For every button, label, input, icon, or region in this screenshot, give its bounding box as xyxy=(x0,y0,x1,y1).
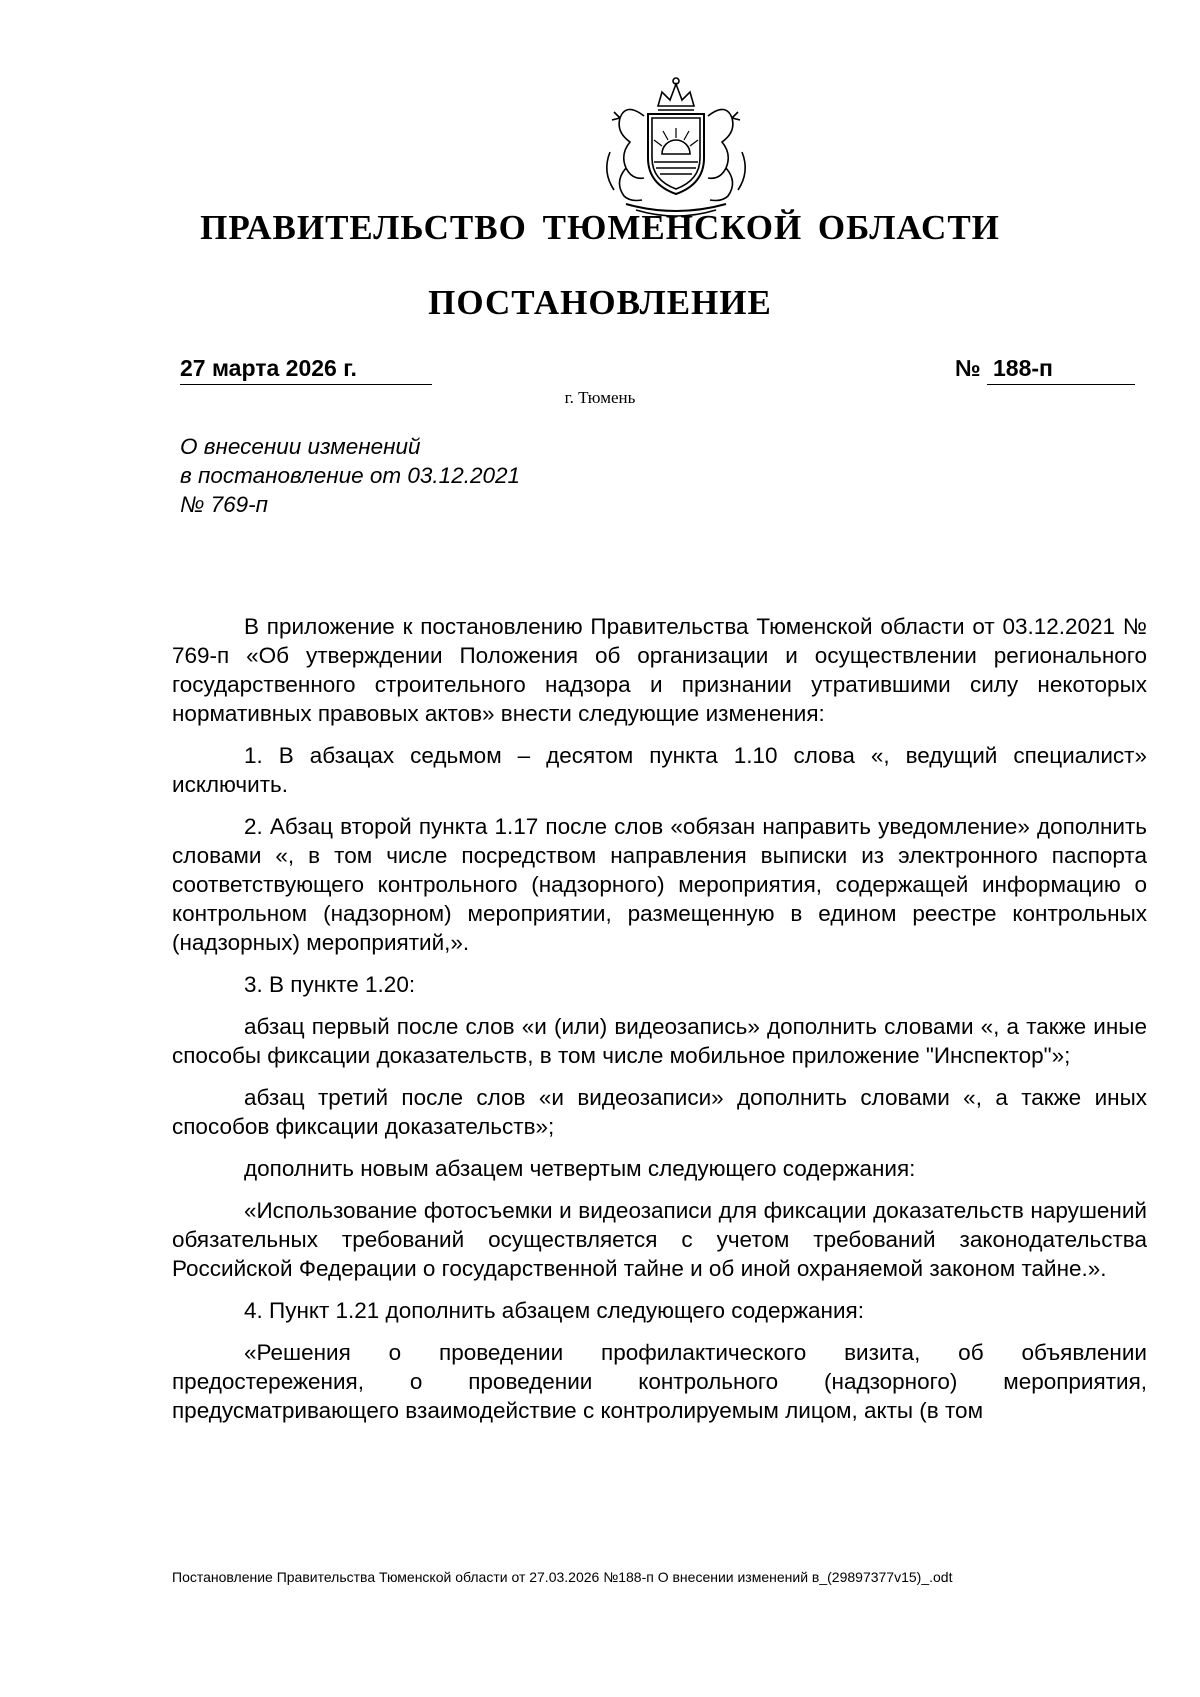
body-paragraph: 2. Абзац второй пункта 1.17 после слов «обязан направить уведомление» дополнить словами «, в том числе посредством направления выписки из электронного паспорта соответствующего контрольного (надзорного) мероприятия, содержащей информацию о контрольном (надзорном) мероприятии, размещенную в едином реестре контрольных (надзорных) мероприятий,». xyxy=(172,814,1147,955)
document-number-field xyxy=(987,354,1135,385)
body-paragraph: абзац первый после слов «и (или) видеозапись» дополнить словами «, а также иные способы фиксации доказательств, в том числе мобильное приложение "Инспектор"»; xyxy=(172,1014,1147,1068)
subject-line: в постановление от 03.12.2021 xyxy=(180,463,521,488)
organization-title: ПРАВИТЕЛЬСТВО ТЮМЕНСКОЙ ОБЛАСТИ xyxy=(200,208,1000,247)
page-footer: Постановление Правительства Тюменской области от 27.03.2026 №188-п О внесении изменений в_(29897377v15)_.odt xyxy=(172,1569,953,1585)
body-paragraph: «Решения о проведении профилактического визита, об объявлении предостережения, о проведении контрольного (надзорного) мероприятия, предусматривающего взаимодействие с контролируемым лицом, акты (в том xyxy=(172,1340,1147,1423)
body-paragraph: В приложение к постановлению Правительства Тюменской области от 03.12.2021 № 769-п «Об утверждении Положения об организации и осуществлении регионального государственного строительного надзора и признании утратившими силу некоторых нормативных правовых актов» внести следующие изменения: xyxy=(172,614,1147,726)
body-paragraph: 1. В абзацах седьмом – десятом пункта 1.10 слова «, ведущий специалист» исключить. xyxy=(172,743,1147,797)
body-paragraph: абзац третий после слов «и видеозаписи» дополнить словами «, а также иных способов фиксации доказательств»; xyxy=(172,1085,1147,1139)
document-subject xyxy=(180,432,680,519)
body-paragraph: «Использование фотосъемки и видеозаписи для фиксации доказательств нарушений обязательных требований осуществляется с учетом требований законодательства Российской Федерации о государственной тайне и об иной охраняемой законом тайне.». xyxy=(172,1198,1147,1281)
document-date: 27 марта 2026 г. xyxy=(180,354,432,385)
document-type-title: ПОСТАНОВЛЕНИЕ xyxy=(428,283,772,322)
coat-of-arms-icon xyxy=(596,72,756,218)
subject-line: О внесении изменений xyxy=(180,434,421,459)
document-city: г. Тюмень xyxy=(564,388,636,407)
document-number-block xyxy=(955,354,1135,384)
body-paragraph: дополнить новым абзацем четвертым следующего содержания: xyxy=(244,1156,916,1181)
subject-line: № 769-п xyxy=(180,492,269,517)
number-sign: № xyxy=(955,355,981,381)
body-paragraph: 3. В пункте 1.20: xyxy=(244,972,416,997)
document-number: 188-п xyxy=(993,355,1053,381)
body-paragraph: 4. Пункт 1.21 дополнить абзацем следующего содержания: xyxy=(244,1298,864,1323)
document-body xyxy=(172,612,1147,1438)
